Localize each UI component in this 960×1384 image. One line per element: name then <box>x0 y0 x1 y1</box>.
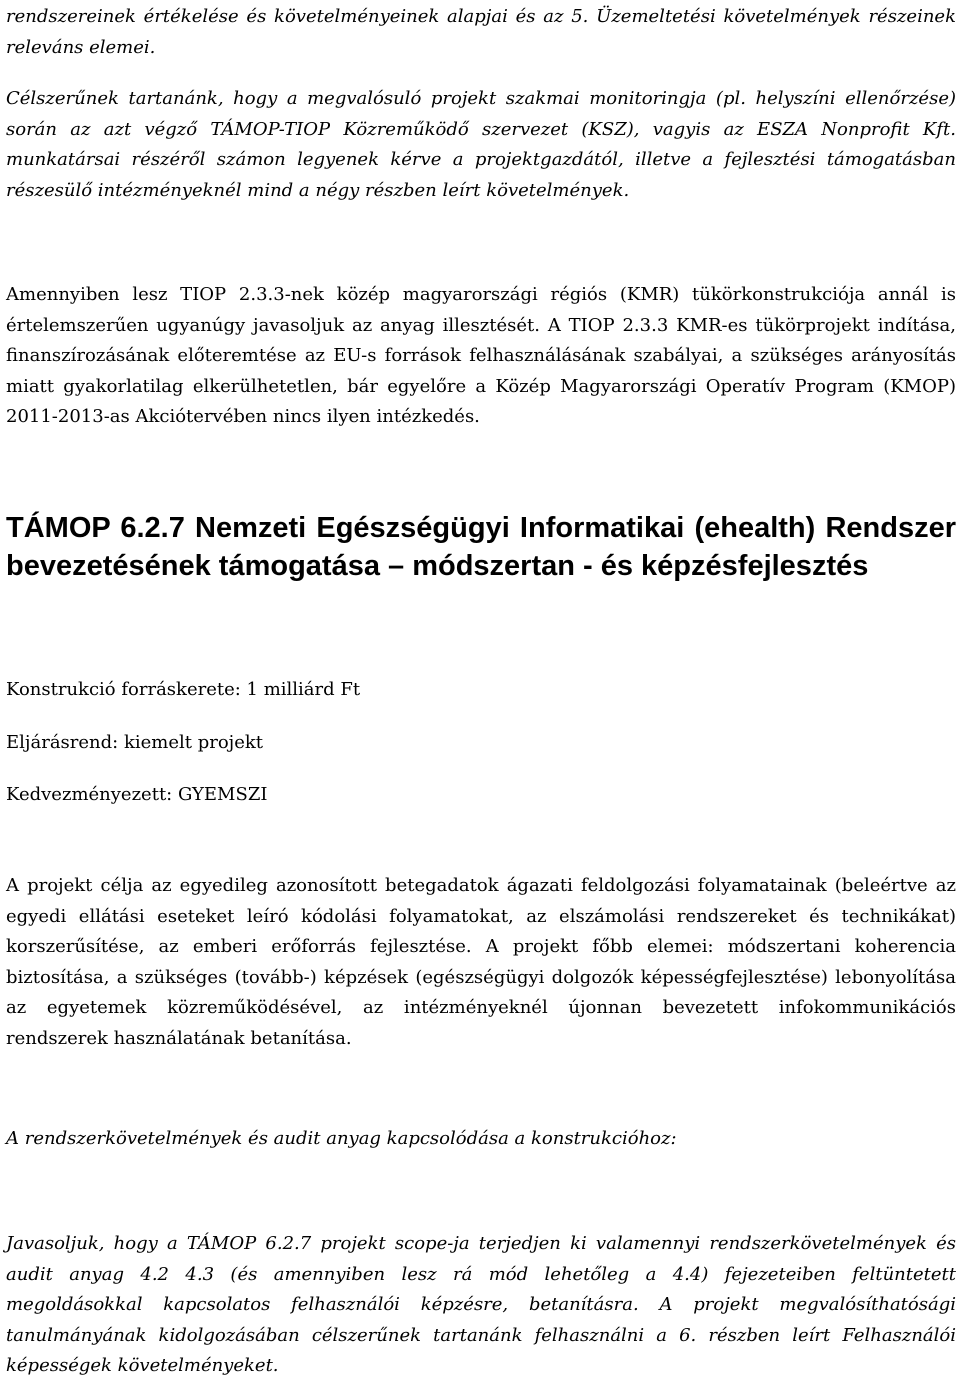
procedure-line: Eljárásrend: kiemelt projekt <box>6 732 264 753</box>
subheading-requirements-link: A rendszerkövetelmények és audit anyag kapcsolódása a konstrukcióhoz: <box>6 1128 677 1149</box>
paragraph-tiop-kmr: Amennyiben lesz TIOP 2.3.3-nek közép magyarországi régiós (KMR) tükörkonstrukciója annál is értelemszerűen ugyanúgy javasoljuk az anyag illesztését. A TIOP 2.3.3 KMR-es tükörprojekt indítása, finanszírozásának előteremtése az EU-s források felhasználásának szabályai, a szükséges arányosítás miatt gyakorlatilag elkerülhetetlen, bár egyelőre a Közép Magyarországi Operatív Program (KMOP) 2011-2013-as Akciótervében nincs ilyen intézkedés. <box>6 284 956 427</box>
paragraph-project-goal: A projekt célja az egyedileg azonosított betegadatok ágazati feldolgozási folyamatainak (beleértve az egyedi ellátási eseteket leíró kódolási folyamatokat, az elszámolási rendszereket és technikákat) korszerűsítése, az emberi erőforrás fejlesztése. A projekt főbb elemei: módszertani koherencia biztosítása, a szükséges (tovább-) képzések (egészségügyi dolgozók képességfejlesztése) lebonyolítása az egyetemek közreműködésével, az intézményeknél újonnan bevezetett infokommunikációs rendszerek használatának betanítása. <box>6 875 956 1049</box>
funding-line: Konstrukció forráskerete: 1 milliárd Ft <box>6 679 361 700</box>
paragraph-recommendation: Javasoljuk, hogy a TÁMOP 6.2.7 projekt scope-ja terjedjen ki valamennyi rendszerkövetelmények és audit anyag 4.2 4.3 (és amennyiben lesz rá mód lehetőleg a 4.4) fejezeteiben feltüntetett megoldásokkal kapcsolatos felhasználói képzésre, betanításra. A projekt megvalósíthatósági tanulmányának kidolgozásában célszerűnek tartanánk felhasználni a 6. részben leírt Felhasználói képességek követelményeket. <box>6 1233 956 1376</box>
paragraph-intro-continuation: rendszereinek értékelése és követelményeinek alapjai és az 5. Üzemeltetési követelmények részeinek releváns elemei. <box>6 6 956 58</box>
section-heading-tamop-627: TÁMOP 6.2.7 Nemzeti Egészségügyi Informatikai (ehealth) Rendszer bevezetésének támogatása – módszertan - és képzésfejlesztés <box>6 512 956 582</box>
beneficiary-line: Kedvezményezett: GYEMSZI <box>6 784 268 805</box>
paragraph-monitoring: Célszerűnek tartanánk, hogy a megvalósuló projekt szakmai monitoringja (pl. helyszíni ellenőrzése) során az azt végző TÁMOP-TIOP Közreműködő szervezet (KSZ), vagyis az ESZA Nonprofit Kft. munkatársai részéről számon legyenek kérve a projektgazdától, illetve a fejlesztési támogatásban részesülő intézményeknél mind a négy részben leírt követelmények. <box>6 88 956 201</box>
